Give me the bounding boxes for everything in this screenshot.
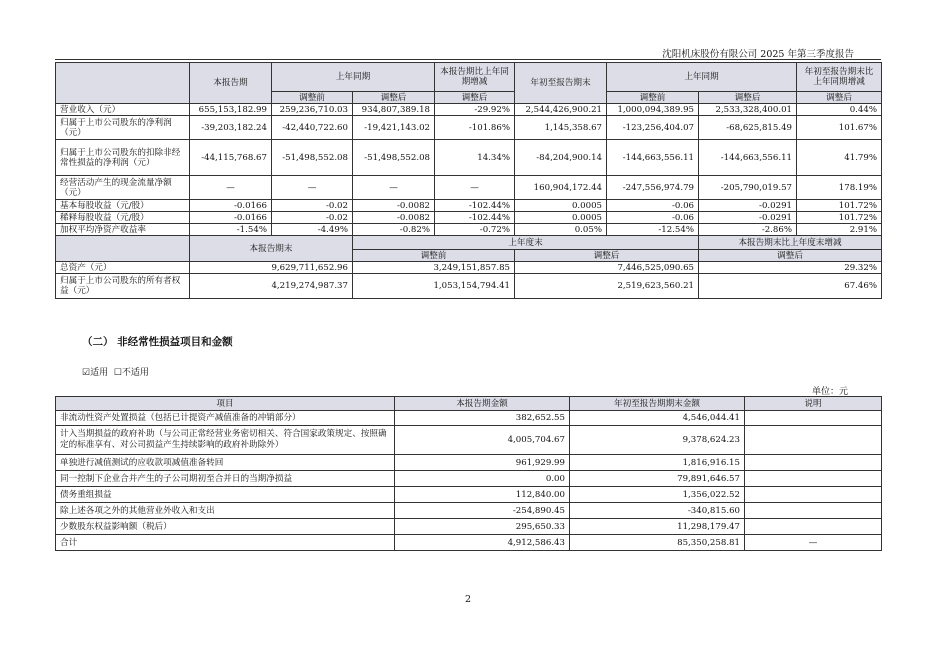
cell: 11,298,179.47 (570, 519, 745, 535)
cell: 1,816,916.15 (570, 455, 745, 471)
col-item: 项目 (56, 397, 395, 411)
cell: -0.06 (607, 212, 699, 224)
sub-after-adj-change-2: 调整后 (797, 92, 882, 104)
cell: -1.54% (190, 224, 272, 236)
table-row (56, 262, 882, 274)
cell: 41.79% (797, 140, 882, 176)
table-row (56, 140, 882, 176)
note-cell (745, 455, 882, 471)
cell: -19,421,143.02 (353, 116, 435, 140)
sub-before-adj-2: 调整前 (607, 92, 699, 104)
unit-note: 单位：元 (811, 387, 848, 397)
row-label: 经营活动产生的现金流量净额（元） (56, 176, 190, 200)
col-change-vs-last-year-end: 本报告期末比上年度末增减 (699, 236, 882, 250)
sub-after-adj-2: 调整后 (699, 92, 797, 104)
note-cell (745, 426, 882, 455)
row-label: 稀释每股收益（元/股） (56, 212, 190, 224)
item-cell: 同一控制下企业合并产生的子公司期初至合并日的当期净损益 (56, 471, 395, 487)
cell: 2,519,623,560.21 (515, 274, 699, 299)
cell: -0.0082 (353, 212, 435, 224)
table-row (56, 274, 882, 299)
cell: 4,005,704.67 (395, 426, 570, 455)
cell: -144,663,556.11 (607, 140, 699, 176)
table-row (56, 535, 882, 551)
table-row (56, 212, 882, 224)
cell: -144,663,556.11 (699, 140, 797, 176)
item-cell: 除上述各项之外的其他营业外收入和支出 (56, 503, 395, 519)
cell: -102.44% (435, 200, 515, 212)
cell: 934,807,389.18 (353, 104, 435, 116)
sub-after-adj-change: 调整后 (435, 92, 515, 104)
note-cell: — (745, 535, 882, 551)
sub-after-adj: 调整后 (353, 92, 435, 104)
row-label: 基本每股收益（元/股） (56, 200, 190, 212)
row-label: 归属于上市公司股东的扣除非经常性损益的净利润（元） (56, 140, 190, 176)
cell: -0.06 (607, 200, 699, 212)
page-number: 2 (464, 594, 472, 605)
cell: — (435, 176, 515, 200)
note-cell (745, 519, 882, 535)
cell: -0.0291 (699, 200, 797, 212)
cell: -0.0082 (353, 200, 435, 212)
applicable-checkbox[interactable]: ☑适用 (82, 368, 109, 378)
cell: -51,498,552.08 (353, 140, 435, 176)
col-ytd-amount: 年初至报告期期末金额 (570, 397, 745, 411)
report-header-title: 沈阳机床股份有限公司 2025 年第三季度报告 (662, 49, 854, 60)
cell: -12.54% (607, 224, 699, 236)
cell: -51,498,552.08 (272, 140, 353, 176)
cell: 2,544,426,900.21 (515, 104, 607, 116)
cell: 101.67% (797, 116, 882, 140)
item-cell: 非流动性资产处置损益（包括已计提资产减值准备的冲销部分） (56, 411, 395, 426)
cell: 0.0005 (515, 200, 607, 212)
note-cell (745, 411, 882, 426)
cell: 178.19% (797, 176, 882, 200)
table-row (56, 224, 882, 236)
cell: 295,650.33 (395, 519, 570, 535)
cell: -84,204,900.14 (515, 140, 607, 176)
cell: 101.72% (797, 200, 882, 212)
sub-after-adj-change-3: 调整后 (699, 250, 882, 262)
cell: 160,904,172.44 (515, 176, 607, 200)
table-row (56, 176, 882, 200)
row-label: 总资产（元） (56, 262, 190, 274)
cell: 29.32% (699, 262, 882, 274)
cell: 85,350,258.81 (570, 535, 745, 551)
row-label: 归属于上市公司股东的净利润（元） (56, 116, 190, 140)
cell: 382,652.55 (395, 411, 570, 426)
cell: 0.00 (395, 471, 570, 487)
cell: -29.92% (435, 104, 515, 116)
cell: 655,153,182.99 (190, 104, 272, 116)
row-label: 营业收入（元） (56, 104, 190, 116)
cell: -0.02 (272, 212, 353, 224)
note-cell (745, 503, 882, 519)
cell: 4,219,274,987.37 (190, 274, 353, 299)
header-rule (55, 59, 881, 60)
cell: 0.05% (515, 224, 607, 236)
col-note: 说明 (745, 397, 882, 411)
corner-cell (56, 63, 190, 104)
cell: 0.0005 (515, 212, 607, 224)
table-row (56, 116, 882, 140)
cell: -4.49% (272, 224, 353, 236)
cell: -340,815.60 (570, 503, 745, 519)
col-same-period-last-year-2: 上年同期 (607, 63, 797, 92)
cell: — (353, 176, 435, 200)
cell: -0.72% (435, 224, 515, 236)
table-row (56, 455, 882, 471)
cell: -101.86% (435, 116, 515, 140)
table-row (56, 487, 882, 503)
cell: -102.44% (435, 212, 515, 224)
non-recurring-items-table (55, 396, 882, 551)
note-cell (745, 471, 882, 487)
section-title: （二） 非经常性损益项目和金额 (82, 336, 233, 348)
cell: -68,625,815.49 (699, 116, 797, 140)
table-row (56, 519, 882, 535)
cell: -39,203,182.24 (190, 116, 272, 140)
cell: 79,891,646.57 (570, 471, 745, 487)
cell: 2.91% (797, 224, 882, 236)
cell: 961,929.99 (395, 455, 570, 471)
cell: 3,249,151,857.85 (353, 262, 515, 274)
item-cell: 单独进行减值测试的应收款项减值准备转回 (56, 455, 395, 471)
cell: 4,912,586.43 (395, 535, 570, 551)
sub-before-adj: 调整前 (272, 92, 353, 104)
sub-before-adj-3: 调整前 (353, 250, 515, 262)
cell: 9,378,624.23 (570, 426, 745, 455)
cell: 1,145,358.67 (515, 116, 607, 140)
cell: 4,546,044.41 (570, 411, 745, 426)
table-row (56, 426, 882, 455)
col-last-year-end: 上年度末 (353, 236, 699, 250)
cell: -0.0166 (190, 200, 272, 212)
cell: — (190, 176, 272, 200)
cell: -2.86% (699, 224, 797, 236)
cell: 14.34% (435, 140, 515, 176)
cell: 1,356,022.52 (570, 487, 745, 503)
cell: 259,236,710.03 (272, 104, 353, 116)
row-label: 归属于上市公司股东的所有者权益（元） (56, 274, 190, 299)
cell: 101.72% (797, 212, 882, 224)
cell: -254,890.45 (395, 503, 570, 519)
col-current-period: 本报告期 (190, 63, 272, 104)
cell: -0.02 (272, 200, 353, 212)
col-ytd: 年初至报告期末 (515, 63, 607, 104)
cell: 67.46% (699, 274, 882, 299)
cell: 9,629,711,652.96 (190, 262, 353, 274)
cell: 1,000,094,389.95 (607, 104, 699, 116)
cell: -0.0291 (699, 212, 797, 224)
col-ytd-change: 年初至报告期末比上年同期增减 (797, 63, 882, 92)
cell: — (272, 176, 353, 200)
cell: -42,440,722.60 (272, 116, 353, 140)
item-cell: 合计 (56, 535, 395, 551)
cell: -0.82% (353, 224, 435, 236)
cell: 1,053,154,794.41 (353, 274, 515, 299)
corner-cell-2 (56, 236, 190, 262)
cell: -205,790,019.57 (699, 176, 797, 200)
cell: -123,256,404.07 (607, 116, 699, 140)
cell: 0.44% (797, 104, 882, 116)
row-label: 加权平均净资产收益率 (56, 224, 190, 236)
table-row (56, 471, 882, 487)
cell: 7,446,525,090.65 (515, 262, 699, 274)
cell: 2,533,328,400.01 (699, 104, 797, 116)
table-row (56, 200, 882, 212)
col-same-period-last-year: 上年同期 (272, 63, 435, 92)
applicability-options (82, 365, 149, 378)
item-cell: 少数股东权益影响额（税后） (56, 519, 395, 535)
item-cell: 计入当期损益的政府补助（与公司正常经营业务密切相关、符合国家政策规定、按照确定的标准享有、对公司损益产生持续影响的政府补助除外） (56, 426, 395, 455)
col-change: 本报告期比上年同期增减 (435, 63, 515, 92)
cell: -44,115,768.67 (190, 140, 272, 176)
table-row (56, 503, 882, 519)
table-row (56, 104, 882, 116)
cell: -0.0166 (190, 212, 272, 224)
cell: -247,556,974.79 (607, 176, 699, 200)
cell: 112,840.00 (395, 487, 570, 503)
table-row (56, 411, 882, 426)
item-cell: 债务重组损益 (56, 487, 395, 503)
col-period-end: 本报告期末 (190, 236, 353, 262)
note-cell (745, 487, 882, 503)
not-applicable-checkbox[interactable]: ☐不适用 (113, 368, 149, 378)
sub-after-adj-3: 调整后 (515, 250, 699, 262)
col-current-amount: 本报告期金额 (395, 397, 570, 411)
financial-data-table (55, 62, 882, 299)
